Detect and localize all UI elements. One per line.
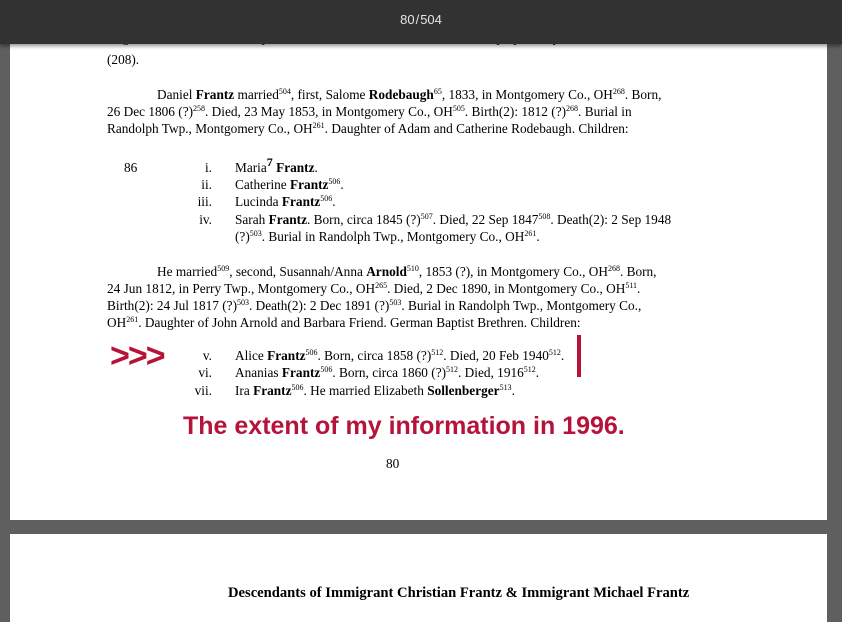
- child-numeral-i: i.: [204, 160, 212, 175]
- child-alice: Alice Frantz$^{506}$. Born, circa 1858 (?)$^{512}$. Died, 20 Feb 1940$^{512}$.: [235, 348, 565, 363]
- annotation-note: The extent of my information in 1996.: [183, 412, 625, 440]
- para2-line2: 24 Jun 1812, in Perry Twp., Montgomery Co., OH$^{265}$. Died, 2 Dec 1890, in Montgomery Co., OH$^{511}$.: [107, 281, 641, 296]
- child-numeral-ii: ii.: [201, 177, 212, 192]
- para1-line1: Daniel Frantz married$^{504}$, first, Salome Rodebaugh$^{65}$, 1833, in Montgomery Co., OH$^{268}$. Born,: [157, 87, 662, 102]
- child-lucinda: Lucinda Frantz$^{506}$.: [235, 194, 336, 209]
- current-page-number[interactable]: 80: [400, 12, 415, 27]
- child-ira: Ira Frantz$^{506}$. He married Elizabeth Sollenberger$^{513}$.: [235, 383, 515, 398]
- top-fragment-end: (208).: [107, 52, 140, 67]
- child-maria: Maria7 Frantz.: [235, 155, 318, 175]
- para2-line3: Birth(2): 24 Jul 1817 (?)$^{503}$. Death(2): 2 Dec 1891 (?)$^{503}$. Burial in Randolph Twp., Montgomery Co.,: [107, 298, 642, 313]
- child-sarah-line1: Sarah Frantz. Born, circa 1845 (?)$^{507}$. Died, 22 Sep 1847$^{508}$. Death(2): 2 Sep 1948: [235, 212, 672, 227]
- page-separator: /: [415, 12, 420, 27]
- child-numeral-iii: iii.: [197, 194, 212, 209]
- pdf-page-80: [10, 0, 827, 520]
- total-pages: 504: [420, 12, 442, 27]
- page-number: 80: [386, 456, 400, 471]
- annotation-arrows: >>>: [110, 337, 164, 375]
- child-numeral-vi: vi.: [198, 365, 212, 380]
- child-ananias: Ananias Frantz$^{506}$. Born, circa 1860 (?)$^{512}$. Died, 1916$^{512}$.: [235, 365, 540, 380]
- para2-line4: OH$^{261}$. Daughter of John Arnold and Barbara Friend. German Baptist Brethren. Children:: [107, 315, 581, 330]
- pdf-toolbar: [0, 0, 842, 44]
- child-catherine: Catherine Frantz$^{506}$.: [235, 177, 344, 192]
- para2-line1: He married$^{509}$, second, Susannah/Anna Arnold$^{510}$, 1853 (?), in Montgomery Co., OH$^{268}$. Born,: [157, 264, 657, 279]
- child-numeral-vii: vii.: [194, 383, 212, 398]
- pdf-page-81: [10, 534, 827, 622]
- child-number: 86: [124, 160, 138, 175]
- annotation-vertical-bar: [577, 335, 581, 377]
- child-numeral-v: v.: [202, 348, 212, 363]
- para1-line3: Randolph Twp., Montgomery Co., OH$^{261}$. Daughter of Adam and Catherine Rodebaugh. Children:: [107, 121, 629, 136]
- child-numeral-iv: iv.: [199, 212, 212, 227]
- child-sarah-line2: (?)$^{503}$. Burial in Randolph Twp., Montgomery Co., OH$^{261}$.: [235, 229, 540, 244]
- running-header: Descendants of Immigrant Christian Frantz & Immigrant Michael Frantz: [228, 585, 690, 601]
- para1-line2: 26 Dec 1806 (?)$^{258}$. Died, 23 May 1853, in Montgomery Co., OH$^{505}$. Birth(2): 1812 (?)$^{268}$. Burial in: [107, 104, 632, 119]
- page-indicator: [0, 11, 842, 29]
